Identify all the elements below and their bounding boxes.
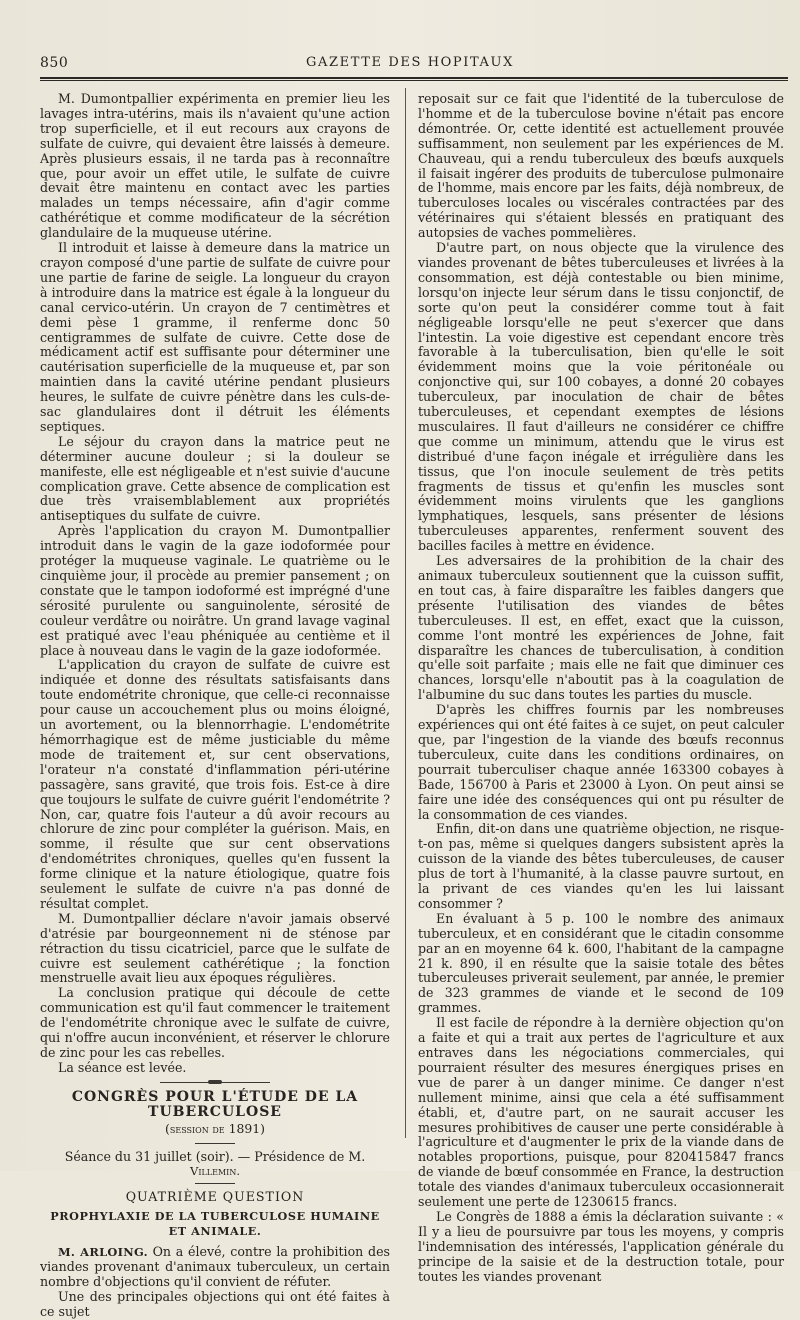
session-year: 1891) <box>224 1120 265 1136</box>
short-rule <box>195 1143 235 1144</box>
page-header <box>40 55 780 77</box>
column-divider <box>405 88 406 1138</box>
seance-president: Villemin. <box>190 1164 240 1179</box>
paragraph: Les adversaires de la prohibition de la chair des animaux tuberculeux soutiennent que la cuisson suffit, en tout cas, à faire disparaître les faibles dangers que présente l'utilisation des viandes de bêtes tuberculeuses. Il est, en effet, exact que la cuisson, comme l'ont montré les expériences de Johne, fait disparaître les chances de tuberculisation, à condition qu'elle soit parfaite ; mais elle ne fait que diminuer ces chances, lorsqu'elle n'aboutit pas à la coagulation de l'albumine du suc dans toutes les parties du muscle. <box>418 553 784 703</box>
seance-text: Séance du 31 juillet (soir). — Présidence de M. <box>64 1148 366 1164</box>
right-column <box>418 92 784 1285</box>
left-column <box>40 92 390 1320</box>
subject-line-1: PROPHYLAXIE DE LA TUBERCULOSE HUMAINE <box>50 1209 380 1224</box>
paragraph: reposait sur ce fait que l'identité de la tuberculose de l'homme et de la tuberculose bovine n'était pas encore démontrée. Or, cette identité est actuellement prouvée suffisamment, non seulement par les expériences de M. Chauveau, qui a rendu tuberculeux des bœufs auxquels il faisait ingérer des produits de tuberculose pulmonaire de l'homme, mais encore par les faits, déjà nombreux, de tuberculoses locales ou viscérales contractées par des vétérinaires qui s'étaient blessés en pratiquant des autopsies de vaches pommelières. <box>418 91 784 241</box>
page-number: 850 <box>40 55 69 71</box>
paragraph: La séance est levée. <box>58 1059 187 1075</box>
paragraph: Le séjour du crayon dans la matrice peut ne déterminer aucune douleur ; si la douleur se manifeste, elle est négligeable et n'est suivie d'aucune complication grave. Cette absence de complication est due très vraisemblablement aux propriétés antiseptiques du sulfate de cuivre. <box>40 433 390 524</box>
session-label: session de <box>169 1121 225 1136</box>
short-rule <box>195 1183 235 1184</box>
header-rule <box>40 77 788 81</box>
section-separator <box>160 1081 270 1084</box>
question-heading: QUATRIÈME QUESTION <box>125 1189 305 1205</box>
paragraph: Après l'application du crayon M. Dumontpallier introduit dans le vagin de la gaze iodoformée pour protéger la muqueuse vaginale. Le quatrième ou le cinquième jour, il procède au premier pansement ; on constate que le tampon iodoformé est imprégné d'une sérosité purulente ou sanguinolente, sérosité de couleur verdâtre ou noirâtre. Un grand lavage vaginal est pratiqué avec l'eau phéniquée au centième et il place à nouveau dans le vagin de la gaze iodoformée. <box>40 523 390 658</box>
paragraph: Il introduit et laisse à demeure dans la matrice un crayon composé d'une partie de sulfate de cuivre pour une partie de farine de seigle. La longueur du crayon à introduire dans la matrice est égale à la longueur du canal cervico-utérin. Un crayon de 7 centimètres et demi pèse 1 gramme, il renferme donc 50 centigrammes de sulfate de cuivre. Cette dose de médicament actif est suffisante pour déterminer une cautérisation superficielle de la muqueuse et, par son maintien dans la cavité utérine pendant plusieurs heures, le sulfate de cuivre pénètre dans les culs-de-sac glandulaires dont il détruit les éléments septiques. <box>40 240 390 434</box>
session-line <box>40 1122 390 1137</box>
paragraph: Il est facile de répondre à la dernière objection qu'on a faite et qui a trait aux pertes de l'agriculture et aux entraves dans les négociations commerciales, qui pourraient résulter des mesures énergiques prises en vue de parer à un danger minime. Ce danger n'est nullement minime, ainsi que cela a été suffisamment établi, et, d'autre part, on ne saurait accuser les mesures prohibitives de causer une perte considérable à l'agriculture et d'augmenter le prix de la viande dans de notables proportions, puisque, pour 820415847 francs de viande de bœuf consommée en France, la destruction totale des viandes d'animaux tuberculeux occasionnerait seulement une perte de 1230615 francs. <box>418 1015 784 1210</box>
paragraph: L'application du crayon de sulfate de cuivre est indiquée et donne des résultats satisfaisants dans toute endométrite chronique, que celle-ci reconnaisse pour cause un accouchement plus ou moins éloigné, un avortement, ou la blennorrhagie. L'endométrite hémorrhagique est de même justiciable du même mode de traitement et, sur cent observations, l'orateur n'a constaté d'inflammation péri-utérine passagère, sans gravité, que trois fois. Est-ce à dire que toujours le sulfate de cuivre guérit l'endométrite ? Non, car, quatre fois l'auteur a dû avoir recours au chlorure de zinc pour compléter la guérison. Mais, en somme, il résulte que sur cent observations d'endométrites chroniques, quelles qu'en fussent la forme clinique et la nature étiologique, quatre fois seulement le sulfate de cuivre n'a pas donné de résultat complet. <box>40 657 390 911</box>
paragraph: Une des principales objections qui ont été faites à ce sujet <box>40 1288 390 1319</box>
speaker-name: M. ARLOING. <box>58 1245 148 1260</box>
subject-heading <box>40 1209 390 1239</box>
paragraph: D'après les chiffres fournis par les nombreuses expériences qui ont été faites à ce sujet, on peut calculer que, par l'ingestion de la viande des bœufs reconnus tuberculeux, cuite dans les conditions ordinaires, on pourrait tuberculiser chaque année 163300 cobayes à Bade, 156700 à Paris et 23000 à Lyon. On peut ainsi se faire une idée des conséquences qui ont pu résulter de la consommation de ces viandes. <box>418 702 784 822</box>
paragraph: Le Congrès de 1888 a émis la déclaration suivante : « Il y a lieu de poursuivre par tous les moyens, y compris l'indemnisation des intéressés, l'application générale du principe de la saisie et de la destruction totale, pour toutes les viandes provenant <box>418 1208 784 1284</box>
section-title: CONGRÈS POUR L'ÉTUDE DE LA TUBERCULOSE <box>71 1088 359 1120</box>
running-title: GAZETTE DES HOPITAUX <box>306 55 514 70</box>
paragraph: En évaluant à 5 p. 100 le nombre des animaux tuberculeux, et en considérant que le citadin consomme par an en moyenne 64 k. 600, l'habitant de la campagne 21 k. 890, il en résulte que la saisie totale des bêtes tuberculeuses priverait seulement, par année, le premier de 323 grammes de viande et le second de 109 grammes. <box>418 910 784 1016</box>
subject-line-2: ET ANIMALE. <box>168 1224 262 1239</box>
paragraph: La conclusion pratique qui découle de cette communication est qu'il faut commencer le traitement de l'endométrite chronique avec le sulfate de cuivre, qui n'offre aucun inconvénient, et réserver le chlorure de zinc pour les cas rebelles. <box>40 985 390 1060</box>
speaker-text: On a élevé, contre la prohibition des viandes provenant d'animaux tuberculeux, un certain nombre d'objections qu'il convient de réfuter. <box>40 1244 390 1290</box>
paragraph: Enfin, dit-on dans une quatrième objection, ne risque-t-on pas, même si quelques dangers subsistent après la cuisson de la viande des bêtes tuberculeuses, de causer plus de tort à l'humanité, à la classe pauvre surtout, en la privant de ces viandes qu'en les lui laissant consommer ? <box>418 821 784 911</box>
paragraph: M. Dumontpallier expérimenta en premier lieu les lavages intra-utérins, mais ils n'avaient qu'une action trop superficielle, et il eut recours aux crayons de sulfate de cuivre, qui devaient être laissés à demeure. Après plusieurs essais, il ne tarda pas à reconnaître que, pour avoir un effet utile, le sulfate de cuivre devait être maintenu en contact avec les parties malades un temps nécessaire, afin d'agir comme cathérétique et comme modificateur de la sécrétion glandulaire de la muqueuse utérine. <box>40 91 390 241</box>
paragraph: D'autre part, on nous objecte que la virulence des viandes provenant de bêtes tuberculeuses et livrées à la consommation, est déjà contestable ou bien minime, lorsqu'on injecte leur sérum dans le tissu conjonctif, de sorte qu'on peut la considérer comme tout à fait négligeable lorsqu'elle ne peut s'exercer que dans l'intestin. La voie digestive est cependant encore très favorable à la tuberculisation, bien qu'elle le soit évidemment moins que la voie péritonéale ou conjonctive qui, sur 100 cobayes, a donné 20 cobayes tuberculeux, par inoculation de chair de bêtes tuberculeuses, et cependant exemptes de lésions musculaires. Il faut d'ailleurs ne considérer ce chiffre que comme un minimum, attendu que le virus est distribué d'une façon inégale et irrégulière dans les tissus, que l'on inocule seulement de très petits fragments de tissus et qu'enfin les muscles sont évidemment moins virulents que les ganglions lymphatiques, lesquels, sans présenter de lésions tuberculeuses apparentes, renferment souvent des bacilles faciles à mettre en évidence. <box>418 240 784 554</box>
seance-line <box>40 1150 390 1180</box>
paragraph: M. Dumontpallier déclare n'avoir jamais observé d'atrésie par bourgeonnement ni de sténose par rétraction du tissu cicatriciel, parce que le sulfate de cuivre est seulement cathérétique ; la fonction menstruelle avait lieu aux époques régulières. <box>40 910 390 986</box>
speaker-paragraph <box>40 1245 390 1290</box>
session-open: ( <box>165 1120 170 1136</box>
